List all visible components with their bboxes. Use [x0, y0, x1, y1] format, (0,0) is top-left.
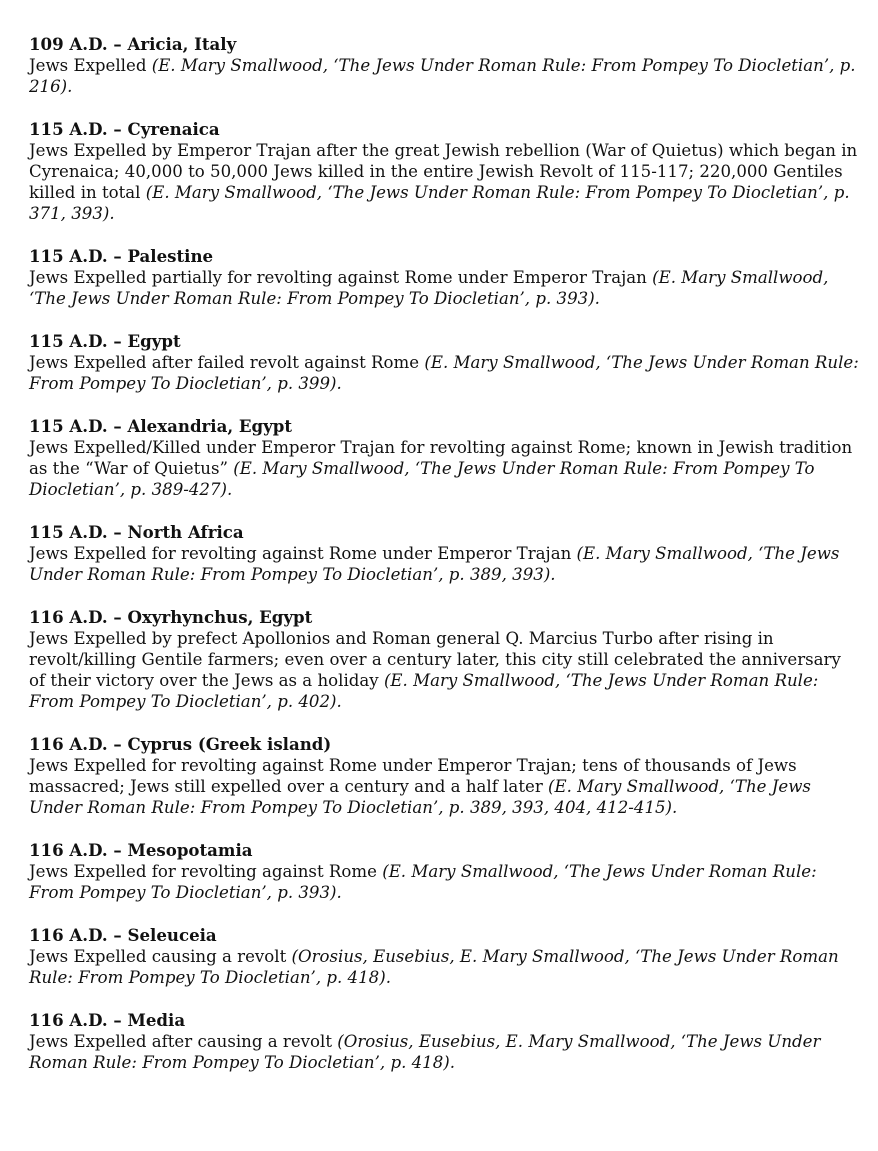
entry-body: [29, 55, 859, 97]
entry-text: Jews Expelled/Killed under Emperor Trajan for revolting against Rome; known in Jewish tradition as the “War of Quietus”: [29, 438, 853, 478]
entry-citation: (E. Mary Smallwood, ‘The Jews Under Roman Rule: From Pompey To Diocletian’, p. 399).: [29, 353, 859, 393]
entry-heading: 115 A.D. – North Africa: [29, 522, 244, 542]
entry-text: Jews Expelled for revolting against Rome under Emperor Trajan; tens of thousands of Jews massacred; Jews still expelled over a century and a half later: [29, 756, 797, 796]
entry-palestine: [29, 246, 859, 309]
entry-alexandria: [29, 416, 859, 500]
entry-body: [29, 543, 859, 585]
entry-text: Jews Expelled for revolting against Rome: [29, 862, 383, 881]
entry-cyrenaica: [29, 119, 859, 224]
entry-text: Jews Expelled causing a revolt: [29, 947, 292, 966]
entry-citation: (E. Mary Smallwood, ‘The Jews Under Roman Rule: From Pompey To Diocletian’, p. 402).: [29, 671, 819, 711]
entry-heading: 115 A.D. – Egypt: [29, 331, 181, 351]
entry-body: [29, 1031, 859, 1073]
entry-text: Jews Expelled: [29, 56, 152, 75]
entry-heading: 116 A.D. – Mesopotamia: [29, 840, 253, 860]
entry-text: Jews Expelled by Emperor Trajan after the great Jewish rebellion (War of Quietus) which began in Cyrenaica; 40,000 to 50,000 Jews killed in the entire Jewish Revolt of 115-117; 220,000 Gentiles killed in total: [29, 141, 858, 202]
entry-citation: (E. Mary Smallwood, ‘The Jews Under Roman Rule: From Pompey To Diocletian’, p. 216).: [29, 56, 856, 96]
entry-body: [29, 267, 859, 309]
entry-body: [29, 140, 859, 224]
entry-text: Jews Expelled after causing a revolt: [29, 1032, 338, 1051]
entry-text: Jews Expelled partially for revolting against Rome under Emperor Trajan: [29, 268, 653, 287]
entry-heading: 115 A.D. – Cyrenaica: [29, 119, 220, 139]
entry-heading: 109 A.D. – Aricia, Italy: [29, 34, 237, 54]
entry-citation: (E. Mary Smallwood, ‘The Jews Under Roman Rule: From Pompey To Diocletian’, p. 389-427).: [29, 459, 815, 499]
entry-heading: 115 A.D. – Palestine: [29, 246, 214, 266]
entry-heading: 116 A.D. – Oxyrhynchus, Egypt: [29, 607, 313, 627]
entry-body: [29, 352, 859, 394]
entry-heading: 116 A.D. – Cyprus (Greek island): [29, 734, 332, 754]
entry-seleuceia: [29, 925, 859, 988]
entry-aricia: [29, 34, 859, 97]
entry-citation: (Orosius, Eusebius, E. Mary Smallwood, ‘The Jews Under Roman Rule: From Pompey To Diocletian’, p. 418).: [29, 947, 839, 987]
entry-heading: 116 A.D. – Seleuceia: [29, 925, 217, 945]
entry-media: [29, 1010, 859, 1073]
entry-citation: (E. Mary Smallwood, ‘The Jews Under Roman Rule: From Pompey To Diocletian’, p. 389, 393, 404, 412-415).: [29, 777, 811, 817]
entry-body: [29, 755, 859, 818]
entry-text: Jews Expelled for revolting against Rome under Emperor Trajan: [29, 544, 577, 563]
entry-north-africa: [29, 522, 859, 585]
entry-body: [29, 437, 859, 500]
entry-citation: (E. Mary Smallwood, ‘The Jews Under Roman Rule: From Pompey To Diocletian’, p. 393).: [29, 862, 817, 902]
entry-egypt: [29, 331, 859, 394]
entry-citation: (E. Mary Smallwood, ‘The Jews Under Roman Rule: From Pompey To Diocletian’, p. 371, 393).: [29, 183, 850, 223]
entry-text: Jews Expelled by prefect Apollonios and Roman general Q. Marcius Turbo after rising in revolt/killing Gentile farmers; even over a century later, this city still celebrated the anniversary of their victory over the Jews as a holiday: [29, 629, 841, 690]
entry-body: [29, 628, 859, 712]
entry-citation: (E. Mary Smallwood, ‘The Jews Under Roman Rule: From Pompey To Diocletian’, p. 393).: [29, 268, 829, 308]
entry-heading: 116 A.D. – Media: [29, 1010, 186, 1030]
entry-oxyrhynchus: [29, 607, 859, 712]
entry-citation: (Orosius, Eusebius, E. Mary Smallwood, ‘The Jews Under Roman Rule: From Pompey To Diocletian’, p. 418).: [29, 1032, 821, 1072]
entry-cyprus: [29, 734, 859, 818]
entry-body: [29, 861, 859, 903]
entry-body: [29, 946, 859, 988]
document-page: [29, 34, 859, 1095]
entry-citation: (E. Mary Smallwood, ‘The Jews Under Roman Rule: From Pompey To Diocletian’, p. 389, 393).: [29, 544, 840, 584]
entry-text: Jews Expelled after failed revolt against Rome: [29, 353, 425, 372]
entry-heading: 115 A.D. – Alexandria, Egypt: [29, 416, 293, 436]
entry-mesopotamia: [29, 840, 859, 903]
